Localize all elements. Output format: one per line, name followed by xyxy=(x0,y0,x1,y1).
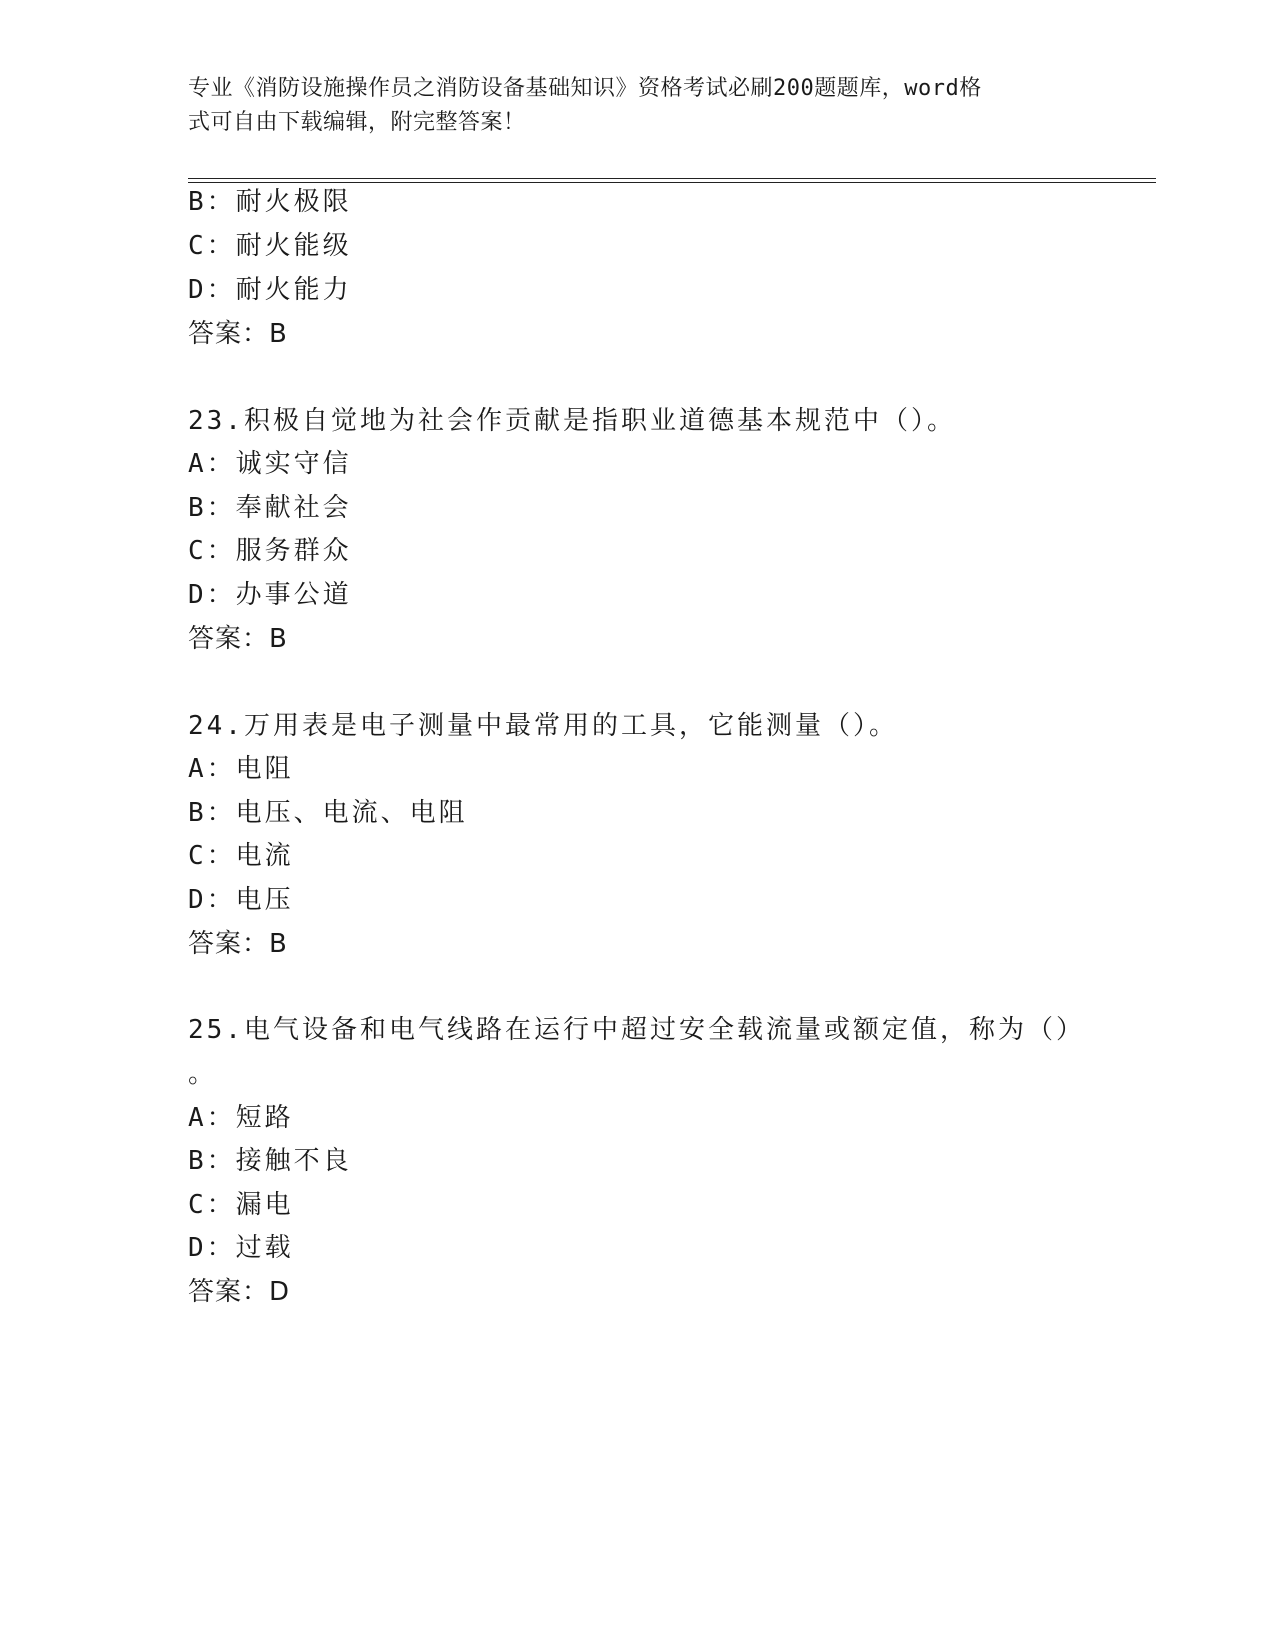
option-a: A：短路 xyxy=(188,1103,294,1133)
option-b: B：电压、电流、电阻 xyxy=(188,798,468,828)
answer: 答案：B xyxy=(188,929,288,959)
option-d: D：电压 xyxy=(188,885,294,915)
header-line-1: 专业《消防设施操作员之消防设备基础知识》资格考试必刷200题题库，word格 xyxy=(188,76,982,101)
question-stem: 23.积极自觉地为社会作贡献是指职业道德基本规范中（）。 xyxy=(188,406,956,436)
question-stem: 25.电气设备和电气线路在运行中超过安全载流量或额定值，称为（） xyxy=(188,1015,1085,1045)
option-c: C：漏电 xyxy=(188,1190,294,1220)
option-c: C：服务群众 xyxy=(188,536,352,566)
option-d: D：过载 xyxy=(188,1233,294,1263)
option-d: D：耐火能力 xyxy=(188,275,352,305)
header-divider-top xyxy=(188,178,1156,179)
question-stem: 24.万用表是电子测量中最常用的工具，它能测量（）。 xyxy=(188,711,898,741)
header-divider-bottom xyxy=(188,182,1156,183)
question-stem-continuation: 。 xyxy=(188,1059,218,1089)
answer: 答案：D xyxy=(188,1277,291,1307)
option-d: D：办事公道 xyxy=(188,580,352,610)
option-a: A：诚实守信 xyxy=(188,449,352,479)
option-c: C：电流 xyxy=(188,841,294,871)
header-line-2: 式可自由下载编辑，附完整答案！ xyxy=(188,110,526,135)
option-b: B：接触不良 xyxy=(188,1146,352,1176)
document-header xyxy=(188,72,1068,140)
answer: 答案：B xyxy=(188,624,288,654)
option-c: C：耐火能级 xyxy=(188,231,352,261)
option-b: B：耐火极限 xyxy=(188,187,352,217)
option-a: A：电阻 xyxy=(188,754,294,784)
option-b: B：奉献社会 xyxy=(188,493,352,523)
answer: 答案：B xyxy=(188,319,288,349)
